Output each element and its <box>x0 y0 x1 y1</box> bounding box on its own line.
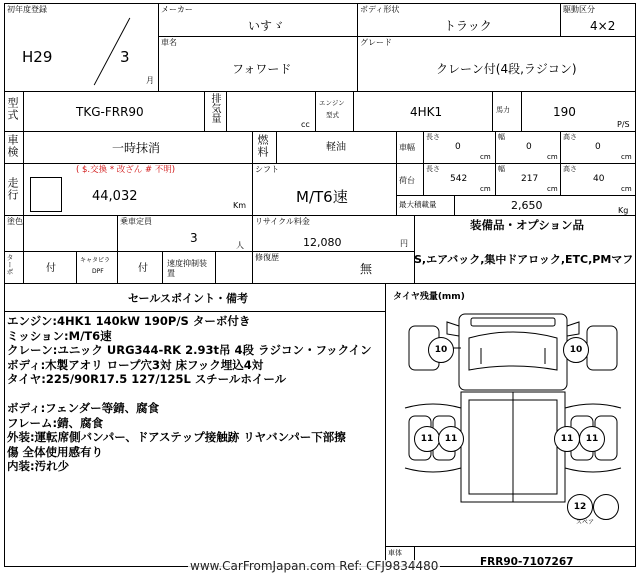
yen-unit: 円 <box>400 239 408 248</box>
turbo-value: 付 <box>46 263 56 274</box>
person-unit: 人 <box>236 241 244 250</box>
body-height: 0 <box>595 142 601 152</box>
displacement-label: 排気量 <box>209 93 220 123</box>
tire-rear-left-outer: 11 <box>414 426 440 452</box>
len-label-2: 長さ <box>426 165 440 173</box>
tire-front-right: 10 <box>563 337 589 363</box>
cm-6: cm <box>621 185 632 193</box>
len-label: 長さ <box>426 133 440 141</box>
reg-month: 3 <box>120 48 130 66</box>
cm-2: cm <box>547 153 558 161</box>
name-label: 車名 <box>161 38 177 47</box>
drive-value: 4×2 <box>590 19 616 33</box>
notes-title: セールスポイント・備考 <box>128 292 249 305</box>
note-line: エンジン:4HK1 140kW 190P/S ターボ付き <box>7 314 251 328</box>
tire-spare: 12 <box>567 494 593 520</box>
bed-width: 217 <box>521 174 539 184</box>
mileage-label: 走行 <box>6 177 19 201</box>
grade-label: グレード <box>360 38 392 47</box>
note-line: タイヤ:225/90R17.5 127/125L スチールホイール <box>7 372 287 386</box>
cm-1: cm <box>480 153 491 161</box>
note-line: ミッション:M/T6速 <box>7 328 112 343</box>
auction-sheet <box>4 3 636 567</box>
fuel-value: 軽油 <box>326 142 346 153</box>
note-line: ボディ:木製アオリ ロープ穴3対 床フック埋込4対 <box>7 357 264 372</box>
cm-5: cm <box>547 185 558 193</box>
note-line: ボディ:フェンダー等錆、腐食 <box>7 401 160 415</box>
shift-label: シフト <box>255 165 279 174</box>
displacement-unit: cc <box>301 120 310 129</box>
shift-value: M/T6速 <box>296 188 348 206</box>
recycle-label: リサイクル料金 <box>255 217 310 226</box>
chassis-value: FRR90-7107267 <box>480 556 574 568</box>
fuel-label: 燃料 <box>256 134 269 158</box>
width-label: 幅 <box>498 133 505 141</box>
tire-rear-right-inner: 11 <box>554 426 580 452</box>
note-line: フレーム:錆、腐食 <box>7 415 104 430</box>
grade-value: クレーン付(4段,ラジコン) <box>436 62 577 76</box>
tire-front-left: 10 <box>428 337 454 363</box>
power-unit: P/S <box>617 120 630 129</box>
catalyst-label: キャタピラ <box>80 257 111 264</box>
color-label: 塗色 <box>7 217 23 226</box>
odometer-note: ( $.交換 * 改ざん # 不明) <box>76 165 176 175</box>
drive-label: 駆動区分 <box>563 5 595 14</box>
first-reg-label: 初年度登録 <box>7 5 47 14</box>
month-unit: 月 <box>146 76 154 85</box>
watermark: www.CarFromJapan.com Ref: CFJ9834480 <box>190 559 439 573</box>
mileage-value: 44,032 <box>92 189 138 204</box>
name-value: フォワード <box>232 62 292 76</box>
spare-wheel-outline <box>593 494 619 520</box>
body-label: ボディ形状 <box>360 5 400 14</box>
catalyst-value: 付 <box>138 263 148 274</box>
max-load-label: 最大積載量 <box>399 200 437 209</box>
body-width: 0 <box>526 142 532 152</box>
bed-len: 542 <box>450 174 468 184</box>
capacity-label: 乗車定員 <box>120 217 152 226</box>
body-value: トラック <box>444 19 492 33</box>
tires-title: タイヤ残量(mm) <box>393 292 465 302</box>
maker-value: いすゞ <box>248 19 285 33</box>
equip-value: S,エアバック,集中ドアロック,ETC,PMマフ <box>414 254 634 265</box>
equip-title: 装備品・オプション品 <box>470 218 584 232</box>
repair-label: 修復歴 <box>255 253 279 262</box>
chassis-label: 車体 <box>388 549 402 557</box>
note-line: クレーン:ユニック URG344-RK 2.93t吊 4段 ラジコン・フックイン <box>7 343 372 357</box>
width-label-2: 幅 <box>498 165 505 173</box>
spare-label: スペア <box>576 519 595 526</box>
model-label: 型式 <box>6 97 19 121</box>
recycle-value: 12,080 <box>303 236 342 249</box>
inspection-value: 一時抹消 <box>112 141 161 155</box>
model-value: TKG-FRR90 <box>76 105 144 119</box>
max-load-value: 2,650 <box>511 199 543 212</box>
inspection-label: 車検 <box>6 134 19 158</box>
power-value: 190 <box>553 105 576 119</box>
note-line: 外装:運転席側バンパー、ドアステップ接触跡 リヤバンパー下部擦 <box>7 430 346 444</box>
maker-label: メーカー <box>161 5 193 14</box>
cm-4: cm <box>480 185 491 193</box>
body-dim-label: 車幅 <box>399 143 415 152</box>
notes-body <box>7 314 372 474</box>
body-len: 0 <box>455 142 461 152</box>
tire-rear-left-inner: 11 <box>438 426 464 452</box>
height-label: 高さ <box>563 133 577 141</box>
limiter-label: 速度抑制装置 <box>167 259 207 278</box>
engine-label: エンジン <box>319 99 345 107</box>
power-label: 馬力 <box>496 106 510 114</box>
engine-label-2: 型式 <box>326 111 339 119</box>
tire-rear-right-outer: 11 <box>579 426 605 452</box>
turbo-label: ターボ <box>6 254 14 275</box>
capacity-value: 3 <box>190 231 198 245</box>
kg-unit: Kg <box>618 206 629 215</box>
bed-height: 40 <box>593 174 605 184</box>
reg-year: H29 <box>22 48 53 66</box>
cm-3: cm <box>621 153 632 161</box>
repair-value: 無 <box>360 262 373 276</box>
bed-label: 荷台 <box>399 176 415 185</box>
note-line: 傷 全体使用感有り <box>7 444 104 459</box>
km-unit: Km <box>233 201 247 210</box>
catalyst-label-2: DPF <box>92 268 104 275</box>
height-label-2: 高さ <box>563 165 577 173</box>
engine-value: 4HK1 <box>410 105 443 119</box>
note-line: 内装:汚れ少 <box>7 459 70 473</box>
note-line <box>7 387 372 402</box>
